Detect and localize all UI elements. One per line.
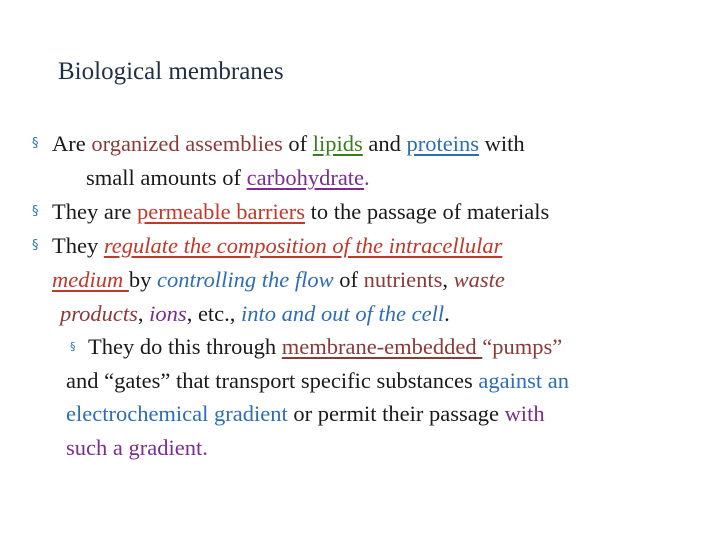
sub-bullet-line-3 [66, 400, 545, 427]
text-run: “pumps” [482, 334, 563, 359]
text-run: regulate the composition of the intracellular [103, 233, 503, 258]
bullet-1-line-1 [52, 130, 525, 157]
text-run: with [504, 401, 545, 426]
text-run: permeable barriers [136, 199, 305, 224]
text-run: organized assemblies [91, 131, 283, 156]
sub-bullet-line-4 [66, 434, 208, 461]
text-run: with [479, 131, 525, 156]
text-run: ions [149, 301, 187, 326]
text-run: small amounts of [86, 165, 247, 190]
text-run: carbohydrate [246, 165, 365, 190]
text-run: into and out of the cell [241, 301, 445, 326]
text-run: controlling the flow [157, 267, 334, 292]
text-run: . [364, 165, 370, 190]
sub-bullet-line-2 [66, 367, 569, 394]
text-run: . [444, 301, 450, 326]
text-run: waste [453, 267, 505, 292]
text-run: against an [478, 368, 569, 393]
text-run: , etc., [186, 301, 242, 326]
text-run: and [362, 131, 407, 156]
bullet-3-line-2 [52, 266, 505, 293]
text-run: such a gradient. [66, 435, 208, 460]
text-run: of [333, 267, 364, 292]
text-run: , [137, 301, 150, 326]
bullet-3-line-3 [60, 300, 450, 327]
text-run: lipids [312, 131, 363, 156]
text-run: products [60, 301, 138, 326]
text-run: of [282, 131, 313, 156]
bullet-marker: § [32, 204, 39, 219]
bullet-3-line-1 [52, 232, 502, 259]
text-run: proteins [406, 131, 480, 156]
bullet-2-line-1 [52, 198, 549, 225]
text-run: They do this through [88, 334, 282, 359]
text-run: membrane-embedded [281, 334, 483, 359]
text-run: Are [52, 131, 92, 156]
sub-bullet-marker: § [70, 340, 76, 353]
bullet-1-line-2 [86, 164, 370, 191]
bullet-marker: § [32, 136, 39, 151]
slide-title: Biological membranes [58, 58, 284, 85]
text-run: to the passage of materials [304, 199, 550, 224]
text-run: medium [52, 267, 129, 292]
text-run: and “gates” that transport specific substances [66, 368, 479, 393]
sub-bullet-line-1 [88, 333, 562, 360]
text-run: or permit their passage [287, 401, 505, 426]
text-run: nutrients [363, 267, 443, 292]
text-run: They [52, 233, 104, 258]
bullet-marker: § [32, 238, 39, 253]
text-run: They are [52, 199, 137, 224]
text-run: by [128, 267, 157, 292]
text-run: , [442, 267, 454, 292]
text-run: electrochemical gradient [66, 401, 288, 426]
